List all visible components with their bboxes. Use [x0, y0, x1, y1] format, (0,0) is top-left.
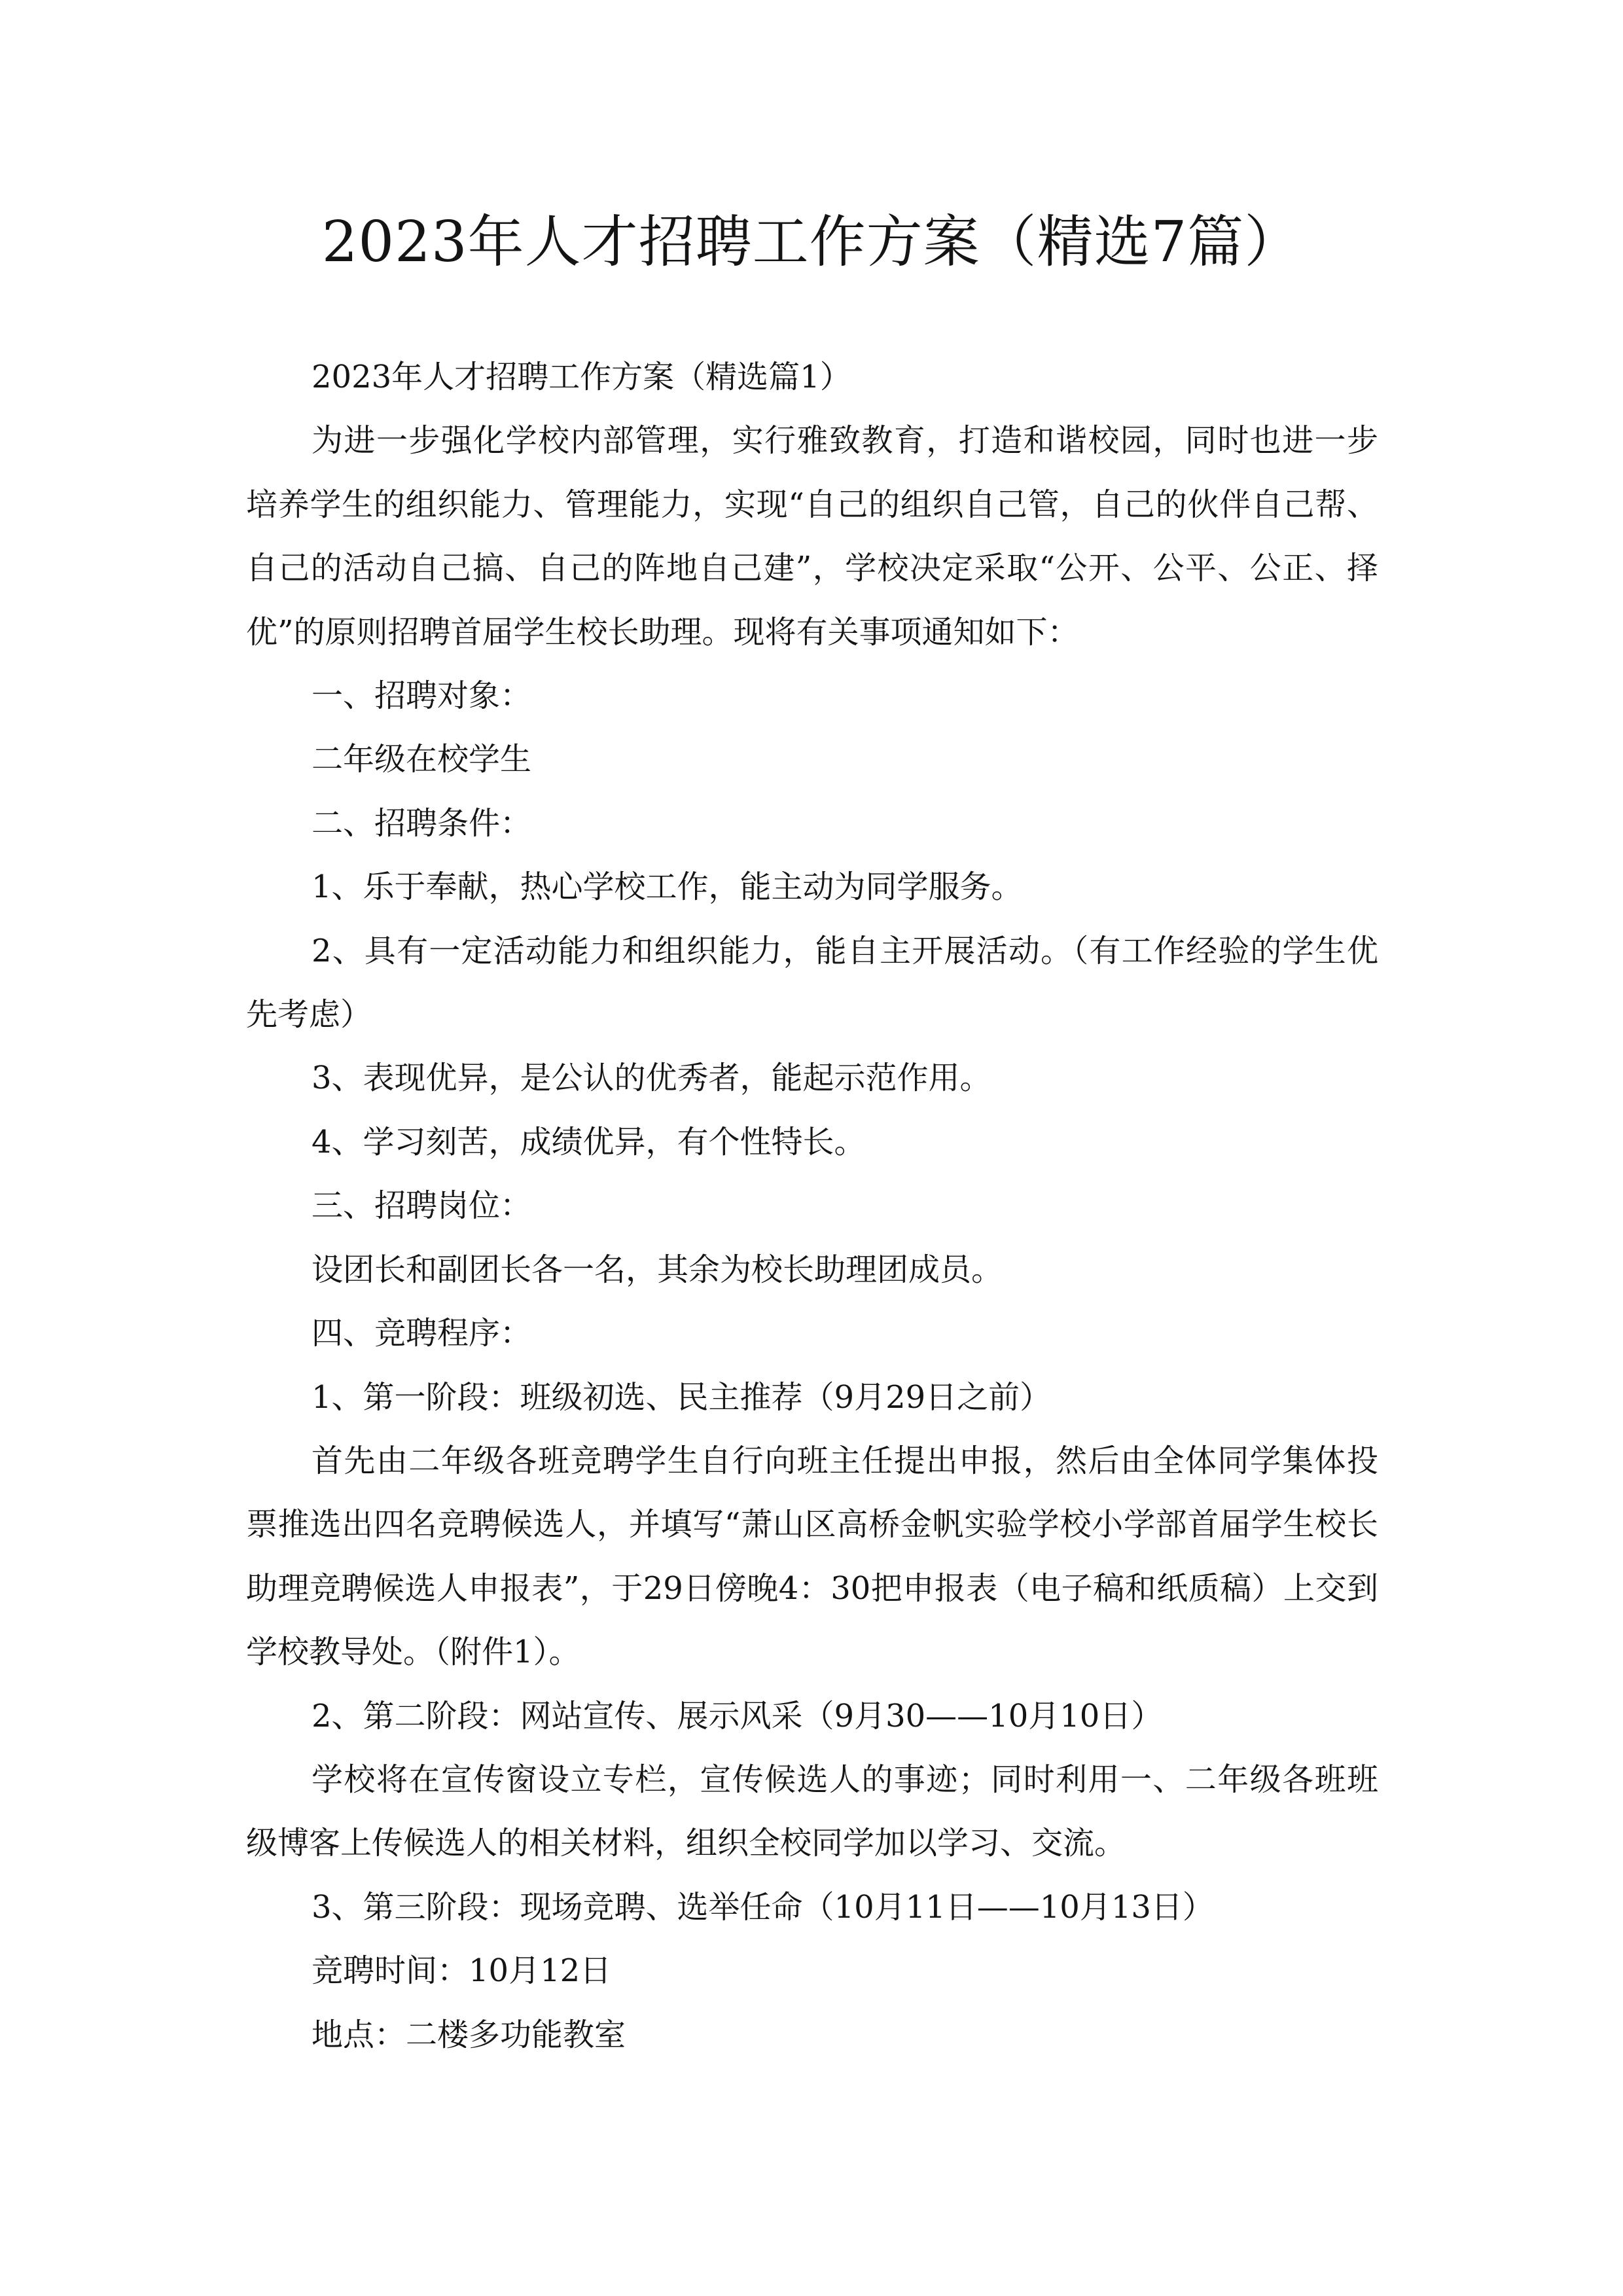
condition-item: 1、乐于奉献，热心学校工作，能主动为同学服务。: [312, 869, 1023, 906]
competition-time: 竞聘时间：10月12日: [312, 1952, 612, 1990]
recruit-positions-text: 设团长和副团长各一名，其余为校长助理团成员。: [312, 1251, 1003, 1288]
recruit-target-heading: 一、招聘对象：: [312, 677, 532, 715]
recruit-target-text: 二年级在校学生: [312, 741, 532, 778]
stage-two-heading: 2、第二阶段：网站宣传、展示风采（9月30——10月10日）: [312, 1697, 1163, 1734]
document-title: 2023年人才招聘工作方案（精选7篇）: [321, 209, 1302, 275]
condition-item: 3、表现优异，是公认的优秀者，能起示范作用。: [312, 1060, 991, 1097]
document-body: [246, 346, 1378, 2067]
stage-one-heading: 1、第一阶段：班级初选、民主推荐（9月29日之前）: [312, 1378, 1052, 1416]
section-heading: 2023年人才招聘工作方案（精选篇1）: [312, 359, 851, 395]
stage-one-text: 首先由二年级各班竞聘学生自行向班主任提出申报，然后由全体同学集体投票推选出四名竞聘候选人，并填写“萧山区高桥金帆实验学校小学部首届学生校长助理竞聘候选人申报表”，于29日傍晚4：30把申报表（电子稿和纸质稿）上交到学校教导处。（附件1）。: [246, 1442, 1378, 1671]
procedure-heading: 四、竞聘程序：: [312, 1315, 532, 1352]
recruit-positions-heading: 三、招聘岗位：: [312, 1187, 532, 1225]
condition-item: 2、具有一定活动能力和组织能力，能自主开展活动。（有工作经验的学生优先考虑）: [246, 932, 1378, 1033]
condition-item: 4、学习刻苦，成绩优异，有个性特长。: [312, 1123, 866, 1160]
competition-location: 地点：二楼多功能教室: [312, 2016, 626, 2053]
stage-two-text: 学校将在宣传窗设立专栏，宣传候选人的事迹；同时利用一、二年级各班班级博客上传候选人的相关材料，组织全校同学加以学习、交流。: [246, 1761, 1378, 1862]
stage-three-heading: 3、第三阶段：现场竞聘、选举任命（10月11日——10月13日）: [312, 1888, 1214, 1926]
recruit-conditions-heading: 二、招聘条件：: [312, 804, 532, 842]
intro-paragraph: 为进一步强化学校内部管理，实行雅致教育，打造和谐校园，同时也进一步培养学生的组织能力、管理能力，实现“自己的组织自己管，自己的伙伴自己帮、自己的活动自己搞、自己的阵地自己建”，学校决定采取“公开、公平、公正、择优”的原则招聘首届学生校长助理。现将有关事项通知如下：: [246, 422, 1378, 651]
